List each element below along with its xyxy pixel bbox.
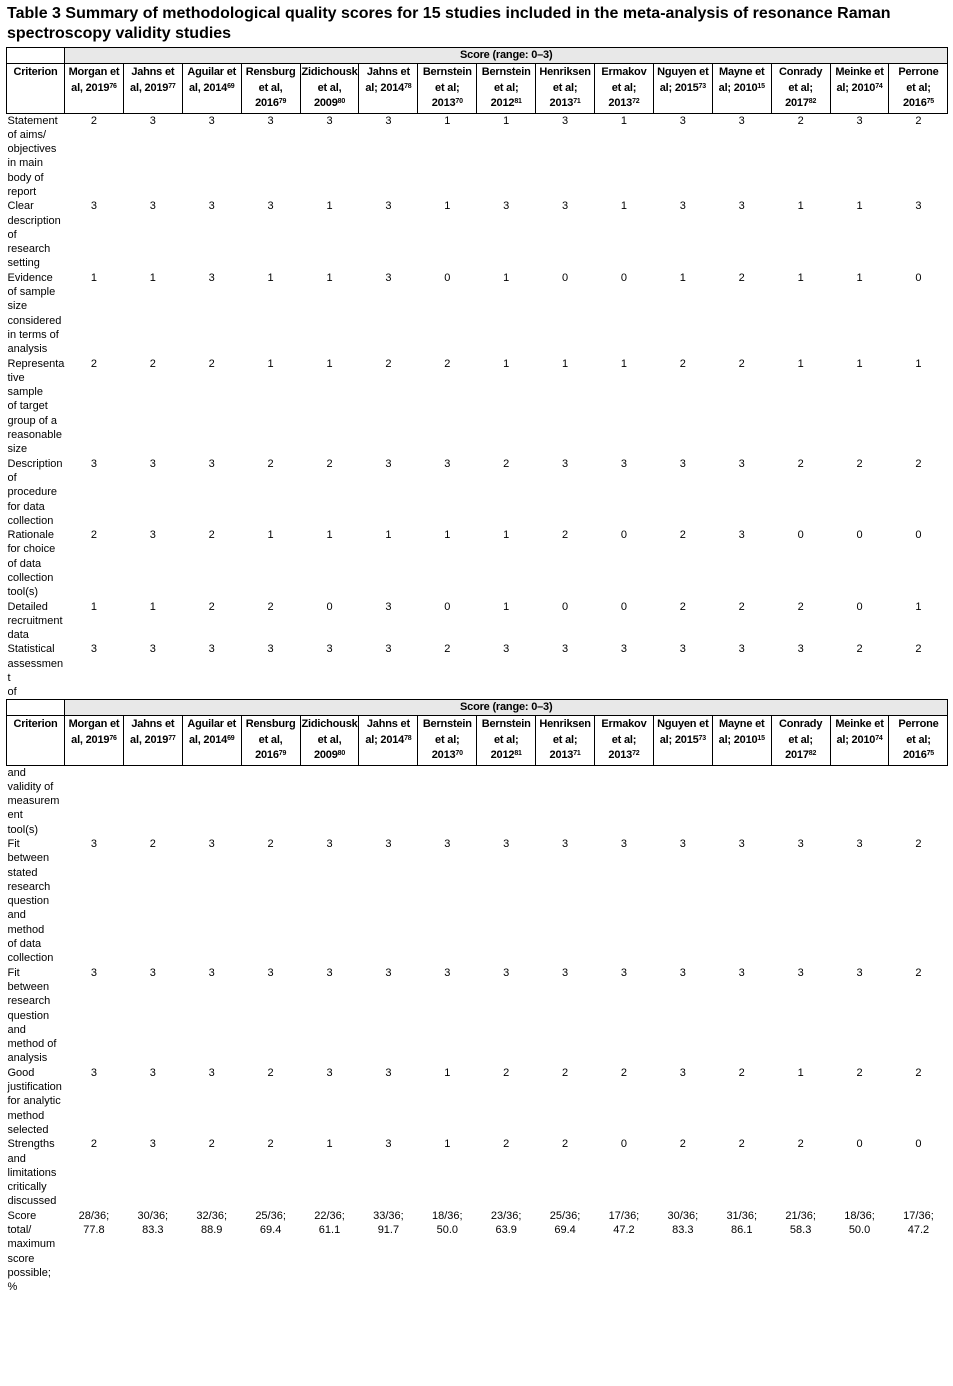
score-cell: 0	[326, 600, 333, 613]
score-cell: 3	[149, 200, 156, 213]
table-row	[7, 1066, 948, 1137]
score-cell: 3	[679, 643, 686, 656]
score-cell: 2	[208, 600, 215, 613]
table-row	[7, 1209, 948, 1295]
score-cell: 2	[562, 1066, 569, 1079]
score-cell: 3	[679, 457, 686, 470]
score-cell: 3	[208, 200, 215, 213]
score-cell: 3	[208, 457, 215, 470]
score-cell: 2	[797, 600, 804, 613]
score-cell: 28/36; 77.8	[78, 1209, 110, 1236]
header-row-studies	[7, 716, 948, 766]
score-cell: 3	[90, 457, 97, 470]
score-cell: 3	[385, 966, 392, 979]
score-cell: 33/36; 91.7	[373, 1209, 404, 1236]
study-column-header: Bernstein et al; 2013$^{70}$	[418, 716, 477, 766]
score-cell: 1	[267, 529, 274, 542]
score-cell: 2	[503, 1138, 510, 1151]
score-cell: 1	[797, 357, 804, 370]
score-cell: 3	[149, 529, 156, 542]
score-cell: 0	[562, 600, 569, 613]
score-cell	[712, 765, 771, 837]
score-cell: 1	[326, 529, 333, 542]
header-row-score	[7, 48, 948, 64]
score-cell: 3	[208, 837, 215, 850]
score-cell: 2	[267, 837, 274, 850]
study-column-header: Bernstein et al; 2013$^{70}$	[418, 64, 477, 114]
score-cell: 0	[915, 529, 922, 542]
table-row	[7, 765, 948, 837]
score-cell: 3	[90, 966, 97, 979]
score-cell: 1	[326, 200, 333, 213]
score-cell: 3	[149, 1138, 156, 1151]
score-cell: 3	[738, 457, 745, 470]
score-cell: 1	[326, 271, 333, 284]
score-cell: 0	[620, 271, 628, 284]
score-cell: 1	[444, 529, 451, 542]
score-cell: 3	[90, 200, 97, 213]
criterion-label: Clear description of research setting	[7, 200, 61, 270]
score-cell: 21/36; 58.3	[785, 1209, 816, 1236]
score-cell: 1	[856, 200, 863, 213]
score-cell: 3	[267, 114, 274, 127]
score-cell: 2	[326, 457, 333, 470]
quality-scores-table-part-2	[6, 699, 948, 1294]
score-cell: 0	[856, 529, 863, 542]
criterion-label: Statement of aims/ objectives in main body of report	[7, 114, 58, 198]
score-cell: 3	[503, 200, 510, 213]
score-cell: 0	[856, 1138, 863, 1151]
study-column-header: Bernstein et al; 2012$^{81}$	[477, 64, 536, 114]
score-cell: 3	[562, 200, 569, 213]
score-cell: 1	[267, 357, 274, 370]
score-cell: 17/36; 47.2	[608, 1209, 640, 1236]
score-cell: 1	[267, 271, 274, 284]
score-cell: 23/36; 63.9	[490, 1209, 522, 1236]
score-cell: 3	[208, 271, 215, 284]
score-cell: 31/36; 86.1	[726, 1209, 758, 1236]
score-cell: 3	[267, 200, 274, 213]
table-row	[7, 600, 948, 643]
score-cell: 2	[267, 1066, 274, 1079]
study-column-header: Ermakov et al; 2013$^{72}$	[595, 716, 654, 766]
score-cell: 3	[385, 643, 392, 656]
score-cell: 2	[679, 529, 686, 542]
score-cell: 1	[562, 357, 569, 370]
table-row	[7, 113, 948, 199]
criterion-label: Score total/ maximum score possible; %	[7, 1209, 56, 1294]
score-cell: 2	[915, 1066, 922, 1079]
score-cell: 3	[562, 966, 569, 979]
score-cell: 2	[90, 1138, 97, 1151]
score-cell: 0	[620, 529, 628, 542]
score-cell: 2	[444, 643, 451, 656]
table-row	[7, 837, 948, 966]
score-cell: 22/36; 61.1	[314, 1209, 345, 1236]
table-row	[7, 966, 948, 1066]
score-cell: 3	[738, 529, 745, 542]
score-cell: 3	[208, 966, 215, 979]
score-cell	[477, 765, 536, 837]
study-column-header: Bernstein et al; 2012$^{81}$	[477, 716, 536, 766]
score-cell: 1	[385, 529, 392, 542]
criterion-label: Good justification for analytic method selected	[7, 1066, 62, 1136]
score-cell: 2	[267, 457, 274, 470]
score-cell: 2	[208, 529, 215, 542]
score-cell: 3	[620, 457, 628, 470]
score-cell: 3	[208, 114, 215, 127]
score-cell: 3	[208, 643, 215, 656]
score-cell: 1	[620, 114, 628, 127]
score-cell: 2	[797, 114, 804, 127]
score-cell: 3	[562, 643, 569, 656]
score-cell: 1	[620, 200, 628, 213]
score-cell: 1	[915, 600, 922, 613]
criterion-label: Representative sample of target group of a reasonable size	[7, 357, 65, 456]
score-cell: 2	[738, 1138, 745, 1151]
score-cell: 0	[444, 600, 451, 613]
score-cell: 3	[208, 1066, 215, 1079]
study-column-header: Morgan et al, 2019$^{76}$	[65, 716, 124, 766]
score-cell: 3	[738, 200, 745, 213]
score-cell: 3	[149, 1066, 156, 1079]
score-cell: 3	[267, 966, 274, 979]
score-cell: 3	[149, 966, 156, 979]
header-row-score	[7, 700, 948, 716]
score-cell: 1	[797, 1066, 804, 1079]
score-cell: 2	[856, 1066, 863, 1079]
score-cell: 3	[385, 837, 392, 850]
score-cell: 3	[444, 457, 451, 470]
table-row	[7, 271, 948, 357]
score-cell	[241, 765, 300, 837]
table-row	[7, 199, 948, 270]
study-column-header: Jahns et al; 2014$^{78}$	[359, 64, 418, 114]
score-cell: 3	[738, 643, 745, 656]
quality-scores-table-part-1	[6, 47, 948, 714]
score-cell: 2	[562, 1138, 569, 1151]
score-cell: 1	[90, 600, 97, 613]
score-range-header: Score (range: 0–3)	[65, 48, 948, 64]
score-cell: 3	[503, 643, 510, 656]
score-cell: 1	[503, 271, 510, 284]
criterion-label: and validity of measurement tool(s)	[7, 766, 60, 836]
score-cell: 1	[503, 600, 510, 613]
score-cell: 1	[326, 1138, 333, 1151]
score-cell: 3	[738, 966, 745, 979]
criterion-label: Statistical assessment of	[7, 643, 64, 699]
score-cell: 3	[797, 643, 804, 656]
score-cell: 3	[385, 114, 392, 127]
score-cell: 2	[797, 1138, 804, 1151]
score-cell: 0	[562, 271, 569, 284]
score-cell: 3	[679, 114, 686, 127]
score-cell: 30/36; 83.3	[667, 1209, 699, 1236]
score-cell: 3	[326, 643, 333, 656]
score-cell: 2	[679, 357, 686, 370]
study-column-header: Rensburg et al, 2016$^{79}$	[241, 716, 300, 766]
score-cell: 2	[856, 457, 863, 470]
score-cell: 2	[738, 357, 745, 370]
score-cell: 2	[90, 357, 97, 370]
score-cell: 3	[620, 643, 628, 656]
study-column-header: Mayne et al; 2010$^{15}$	[712, 716, 771, 766]
score-cell: 30/36; 83.3	[137, 1209, 169, 1236]
header-row-studies	[7, 64, 948, 114]
study-column-header: Perrone et al; 2016$^{75}$	[889, 716, 948, 766]
study-column-header: Henriksen et al; 2013$^{71}$	[536, 64, 595, 114]
score-cell: 0	[915, 271, 922, 284]
score-cell: 3	[444, 966, 451, 979]
study-column-header: Nguyen et al; 2015$^{73}$	[653, 64, 712, 114]
score-cell: 3	[679, 200, 686, 213]
score-cell: 2	[679, 600, 686, 613]
score-cell: 2	[915, 457, 922, 470]
score-cell: 2	[208, 1138, 215, 1151]
score-cell	[182, 765, 241, 837]
score-cell: 3	[856, 966, 863, 979]
score-cell: 3	[562, 837, 569, 850]
study-column-header: Jahns et al; 2014$^{78}$	[359, 716, 418, 766]
score-cell: 3	[679, 1066, 686, 1079]
score-cell: 2	[503, 1066, 510, 1079]
score-cell: 1	[503, 114, 510, 127]
score-cell: 3	[149, 643, 156, 656]
score-cell	[595, 765, 654, 837]
study-column-header: Meinke et al; 2010$^{74}$	[830, 716, 889, 766]
score-cell	[536, 765, 595, 837]
study-column-header: Jahns et al, 2019$^{77}$	[123, 716, 182, 766]
score-cell: 0	[797, 529, 804, 542]
score-cell: 2	[503, 457, 510, 470]
score-cell: 2	[267, 600, 274, 613]
score-cell: 2	[856, 643, 863, 656]
score-cell	[359, 765, 418, 837]
score-cell: 25/36; 69.4	[255, 1209, 286, 1236]
table-row	[7, 528, 948, 599]
score-cell	[65, 765, 124, 837]
score-cell: 3	[738, 114, 745, 127]
score-cell	[771, 765, 830, 837]
criterion-label: Rationale for choice of data collection tool(s)	[7, 529, 56, 599]
study-column-header: Rensburg et al, 2016$^{79}$	[241, 64, 300, 114]
score-cell: 3	[267, 643, 274, 656]
criterion-header: Criterion	[7, 716, 65, 766]
score-cell: 1	[444, 1138, 451, 1151]
study-column-header: Zidichousk et al, 2009$^{80}$	[300, 64, 359, 114]
study-column-header: Mayne et al; 2010$^{15}$	[712, 64, 771, 114]
score-cell: 3	[385, 457, 392, 470]
study-column-header: Nguyen et al; 2015$^{73}$	[653, 716, 712, 766]
header-blank-cell	[7, 700, 65, 716]
score-cell	[300, 765, 359, 837]
score-cell: 3	[562, 114, 569, 127]
table-row	[7, 457, 948, 528]
score-cell: 3	[503, 837, 510, 850]
header-blank-cell	[7, 48, 65, 64]
score-range-header: Score (range: 0–3)	[65, 700, 948, 716]
study-column-header: Aguilar et al, 2014$^{69}$	[182, 64, 241, 114]
score-cell: 1	[679, 271, 686, 284]
score-cell: 3	[679, 837, 686, 850]
score-cell: 3	[856, 114, 863, 127]
score-cell: 0	[856, 600, 863, 613]
score-cell: 1	[503, 529, 510, 542]
study-column-header: Morgan et al, 2019$^{76}$	[65, 64, 124, 114]
study-column-header: Aguilar et al, 2014$^{69}$	[182, 716, 241, 766]
score-cell: 2	[738, 271, 745, 284]
score-cell: 18/36; 50.0	[844, 1209, 875, 1236]
criterion-label: Strengths and limitations critically discussed	[7, 1138, 57, 1208]
score-cell: 3	[797, 837, 804, 850]
score-cell	[123, 765, 182, 837]
score-cell: 3	[90, 643, 97, 656]
score-cell: 18/36; 50.0	[431, 1209, 463, 1236]
score-cell: 3	[503, 966, 510, 979]
score-cell: 3	[738, 837, 745, 850]
score-cell: 2	[679, 1138, 686, 1151]
study-column-header: Jahns et al, 2019$^{77}$	[123, 64, 182, 114]
score-cell	[653, 765, 712, 837]
criterion-label: Evidence of sample size considered in terms of analysis	[7, 271, 62, 356]
criterion-label: Fit between stated research question and method of data collection	[7, 837, 54, 965]
score-cell: 3	[90, 837, 97, 850]
score-cell: 3	[149, 457, 156, 470]
score-cell: 3	[326, 837, 333, 850]
score-cell: 3	[385, 600, 392, 613]
score-cell: 3	[797, 966, 804, 979]
score-cell: 3	[149, 114, 156, 127]
score-cell: 3	[90, 1066, 97, 1079]
score-cell: 0	[444, 271, 451, 284]
score-cell: 1	[149, 600, 156, 613]
score-cell: 3	[915, 200, 922, 213]
score-cell: 1	[797, 271, 804, 284]
score-cell: 1	[503, 357, 510, 370]
criterion-label: Description of procedure for data collection	[7, 457, 63, 527]
score-cell: 2	[620, 1066, 628, 1079]
table-row	[7, 1137, 948, 1208]
score-cell: 3	[385, 271, 392, 284]
score-cell	[889, 765, 948, 837]
score-cell: 3	[620, 966, 628, 979]
study-column-header: Henriksen et al; 2013$^{71}$	[536, 716, 595, 766]
score-cell	[830, 765, 889, 837]
score-cell: 1	[797, 200, 804, 213]
score-cell: 0	[915, 1138, 922, 1151]
score-cell: 2	[90, 529, 97, 542]
score-cell: 1	[149, 271, 156, 284]
study-column-header: Perrone et al; 2016$^{75}$	[889, 64, 948, 114]
score-cell: 1	[444, 200, 451, 213]
table-row	[7, 357, 948, 457]
score-cell: 2	[149, 837, 156, 850]
score-cell	[418, 765, 477, 837]
study-column-header: Ermakov et al; 2013$^{72}$	[595, 64, 654, 114]
score-cell: 3	[385, 1066, 392, 1079]
score-cell: 3	[562, 457, 569, 470]
score-cell: 1	[915, 357, 922, 370]
score-cell: 0	[620, 600, 628, 613]
criterion-label: Detailed recruitment data	[7, 600, 63, 642]
score-cell: 3	[326, 114, 333, 127]
score-cell: 2	[915, 114, 922, 127]
score-cell: 2	[267, 1138, 274, 1151]
score-cell: 1	[444, 114, 451, 127]
score-cell: 2	[562, 529, 569, 542]
score-cell: 2	[444, 357, 451, 370]
score-cell: 1	[444, 1066, 451, 1079]
study-column-header: Conrady et al; 2017$^{82}$	[771, 716, 830, 766]
study-column-header: Meinke et al; 2010$^{74}$	[830, 64, 889, 114]
score-cell: 3	[385, 1138, 392, 1151]
score-cell: 25/36; 69.4	[549, 1209, 581, 1236]
score-cell: 3	[385, 200, 392, 213]
score-cell: 2	[738, 600, 745, 613]
score-cell: 2	[385, 357, 392, 370]
study-column-header: Zidichousk et al, 2009$^{80}$	[300, 716, 359, 766]
score-cell: 1	[326, 357, 333, 370]
score-cell: 1	[856, 271, 863, 284]
criterion-header: Criterion	[7, 64, 65, 114]
score-cell: 3	[444, 837, 451, 850]
score-cell: 2	[915, 643, 922, 656]
score-cell: 17/36; 47.2	[903, 1209, 934, 1236]
score-cell: 2	[208, 357, 215, 370]
criterion-label: Fit between research question and method of analysis	[7, 966, 57, 1065]
score-cell: 2	[90, 114, 97, 127]
score-cell: 3	[326, 1066, 333, 1079]
score-cell: 2	[915, 837, 922, 850]
score-cell: 3	[326, 966, 333, 979]
score-cell: 1	[856, 357, 863, 370]
score-cell: 3	[679, 966, 686, 979]
score-cell: 3	[620, 837, 628, 850]
score-cell: 1	[90, 271, 97, 284]
score-cell: 2	[738, 1066, 745, 1079]
study-column-header: Conrady et al; 2017$^{82}$	[771, 64, 830, 114]
score-cell: 1	[620, 357, 628, 370]
score-cell: 2	[797, 457, 804, 470]
table-title: Table 3 Summary of methodological quality scores for 15 studies included in the meta-analysis of resonance Raman spectroscopy validity studies	[7, 5, 891, 42]
score-cell: 2	[149, 357, 156, 370]
score-cell: 2	[915, 966, 922, 979]
score-cell: 3	[856, 837, 863, 850]
score-cell: 32/36; 88.9	[196, 1209, 228, 1236]
score-cell: 0	[620, 1138, 628, 1151]
